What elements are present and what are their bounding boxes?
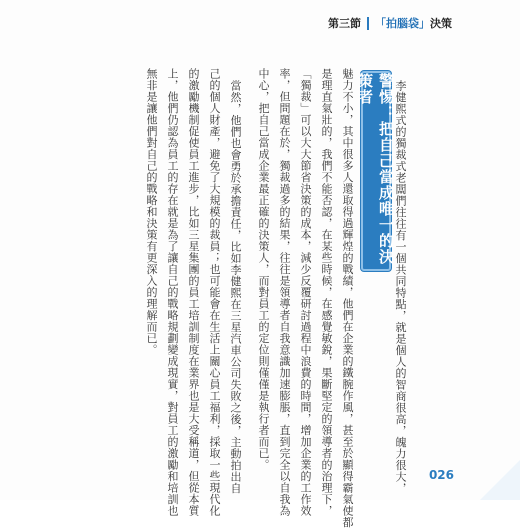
- text-column: 上，他們仍認為員工的存在就是為了讓自己的戰略規劃變成現實，對員工的激勵和培訓也: [166, 68, 179, 517]
- text-column: 己的個人財產，避免了大規模的裁員；也可能會在生活上關心員工福利，採取一些現代化: [208, 68, 221, 517]
- page-number: 026: [428, 468, 454, 482]
- text-column: 率，但問題在於，獨裁過多的結果，往往是領導者自我意識加速膨脹，直到完全以自我為: [278, 68, 291, 517]
- text-column: 無非是讓他們對自己的戰略和決策有更深入的理解而已。: [145, 68, 158, 356]
- section-label: 第三節: [328, 17, 361, 30]
- text-column: 的激勵機制促使員工進步，比如三星集團的員工培訓制度在業界也是大受稱道，但從本質: [187, 68, 200, 517]
- text-column: 是理直氣壯的，我們不能否認，在某些時候，在感覺敏銳，果斷堅定的領導者的治理下，: [320, 68, 333, 517]
- text-column: 中心，把自己當成企業最正確的決策人，而對員工的定位則僅僅是執行者而已。: [257, 68, 270, 471]
- callout-text: 警惕：把自己當成唯一的決策者: [356, 73, 395, 265]
- text-column: 當然，他們也會勇於承擔責任，比如李健熙在三星汽車公司失敗之後，主動拍出自: [229, 80, 242, 494]
- chapter-title-highlight: 「拍腦袋」: [375, 17, 430, 30]
- page-corner-decoration: [480, 460, 520, 500]
- running-header: [328, 14, 452, 32]
- text-column: 「獨裁」可以大大節省決策的成本，減少反覆研討過程中浪費的時間，增加企業的工作效: [299, 68, 312, 517]
- header-divider: [367, 17, 369, 30]
- chapter-title: [375, 15, 452, 31]
- text-column: 魅力不小，其中很多人還取得過輝煌的戰績，他們在企業的鐵腕作風，甚至於顯得霸氣使都: [341, 68, 354, 528]
- text-column: 李健熙式的獨裁式老闆們往往有一個共同特點，就是個人的智商很高，魄力很大，: [394, 80, 407, 494]
- callout-box: [356, 71, 395, 271]
- chapter-title-rest: 決策: [430, 17, 452, 30]
